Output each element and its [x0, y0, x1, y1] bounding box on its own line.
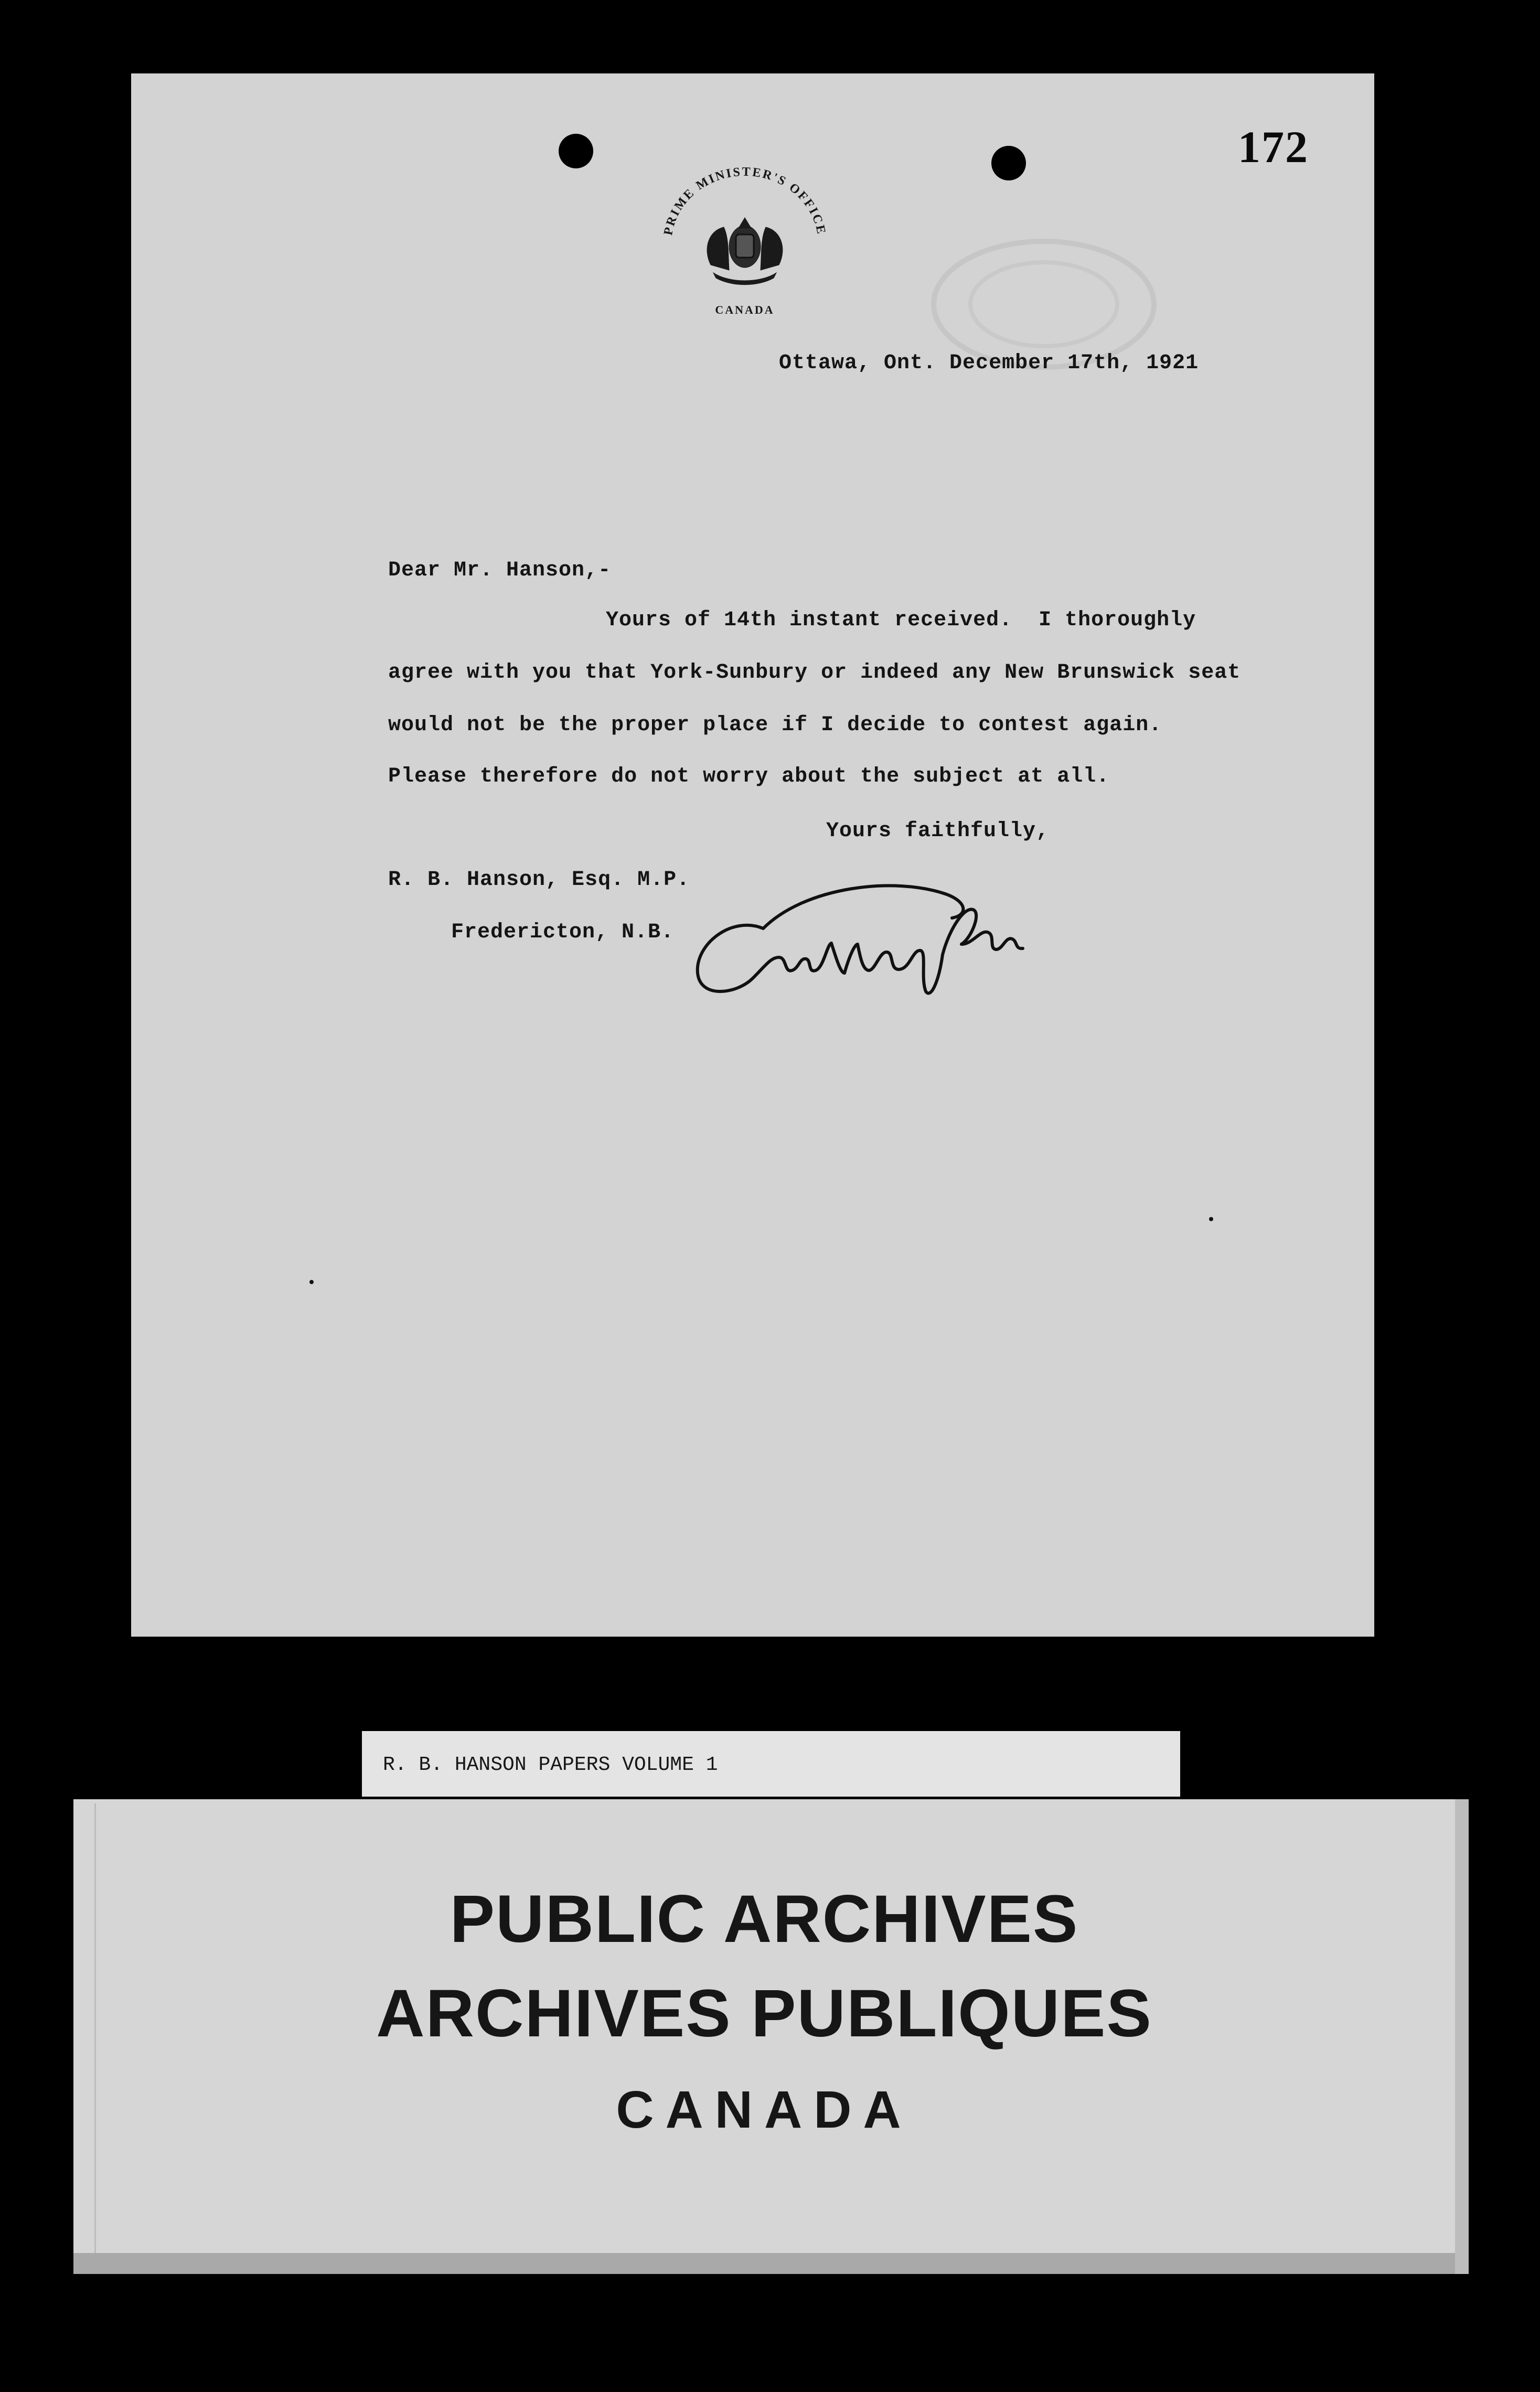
folio-number: 172 — [1238, 122, 1309, 172]
closing: Yours faithfully, — [826, 819, 1050, 843]
paper-speck — [309, 1280, 314, 1284]
body-line-1: Yours of 14th instant received. I thoroughly — [606, 608, 1196, 632]
body-line-3: would not be the proper place if I decide to contest again. — [388, 713, 1162, 737]
paper-speck — [1209, 1217, 1213, 1221]
public-archives-card — [73, 1799, 1469, 2274]
letter-sheet — [131, 73, 1374, 1637]
collection-label-strip — [362, 1731, 1180, 1797]
collection-label: R. B. HANSON PAPERS VOLUME 1 — [383, 1754, 718, 1776]
punch-hole-left — [559, 134, 593, 168]
prime-minister-office-seal — [650, 165, 839, 323]
salutation: Dear Mr. Hanson,- — [388, 559, 612, 582]
body-line-4: Please therefore do not worry about the subject at all. — [388, 765, 1110, 788]
coat-of-arms-icon — [707, 218, 783, 285]
card-line-2: ARCHIVES PUBLIQUES — [376, 1976, 1152, 2051]
card-line-3: CANADA — [616, 2080, 913, 2139]
seal-arc-text: PRIME MINISTER'S OFFICE — [661, 165, 828, 237]
seal-country-text: CANADA — [715, 303, 775, 316]
body-line-2: agree with you that York-Sunbury or indeed any New Brunswick seat — [388, 661, 1241, 685]
addressee-line-1: R. B. Hanson, Esq. M.P. — [388, 868, 690, 892]
card-bottom-shadow — [73, 2253, 1455, 2274]
addressee-line-2: Fredericton, N.B. — [451, 921, 675, 944]
punch-hole-right — [991, 146, 1026, 180]
handwritten-signature — [674, 866, 1031, 1007]
date-line: Ottawa, Ont. December 17th, 1921 — [779, 351, 1199, 375]
card-line-1: PUBLIC ARCHIVES — [450, 1882, 1079, 1957]
